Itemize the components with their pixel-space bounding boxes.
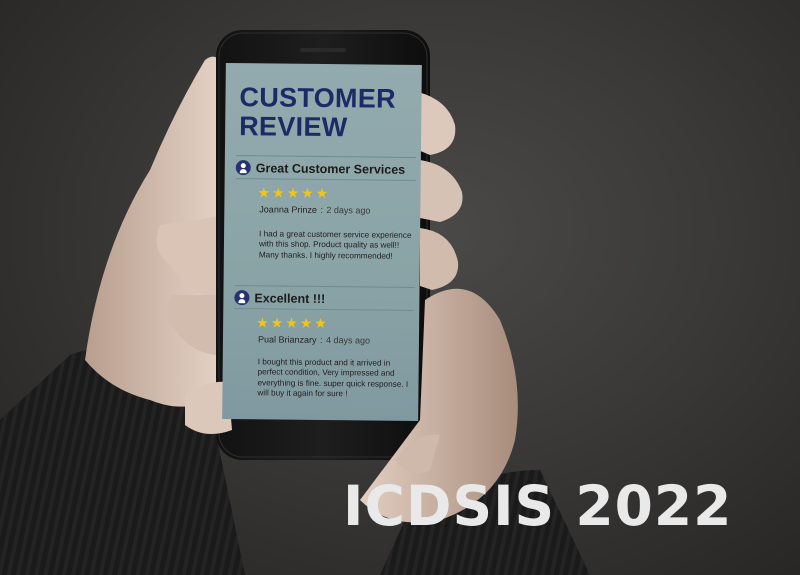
- review-title: Excellent !!!: [254, 290, 326, 306]
- user-icon: [236, 160, 251, 175]
- author-name: Joanna Prinze: [259, 204, 317, 215]
- author-separator: :: [320, 204, 323, 216]
- review-author-line: [258, 333, 414, 347]
- heading-line-2: REVIEW: [239, 111, 348, 143]
- user-icon: [234, 290, 249, 305]
- star-rating: ★★★★★: [257, 184, 331, 202]
- review-text: I had a great customer service experience with this shop. Product quality as well!! Many thanks. I highly recommended!: [258, 229, 412, 261]
- event-watermark: ICDSIS 2022: [343, 474, 733, 538]
- review-author-line: [259, 203, 415, 217]
- review-header: [234, 285, 414, 311]
- review-text: I bought this product and it arrived in perfect condition, Very impressed and everything is fine. super quick response. I will buy it again for sure !: [257, 357, 409, 399]
- phone-screen: [222, 63, 422, 421]
- review-heading: [239, 83, 396, 143]
- review-header: [236, 155, 416, 181]
- review-card-2: [233, 285, 414, 401]
- review-age: 2 days ago: [326, 205, 371, 216]
- review-title: Great Customer Services: [255, 160, 406, 177]
- right-fingers-top: [418, 92, 455, 155]
- review-card-1: [235, 155, 416, 262]
- review-age: 4 days ago: [325, 335, 371, 346]
- phone-speaker: [300, 48, 346, 52]
- author-separator: :: [319, 334, 323, 346]
- author-name: Pual Brianzary: [257, 334, 317, 345]
- star-rating: ★★★★★: [256, 314, 330, 332]
- heading-line-1: CUSTOMER: [239, 82, 397, 114]
